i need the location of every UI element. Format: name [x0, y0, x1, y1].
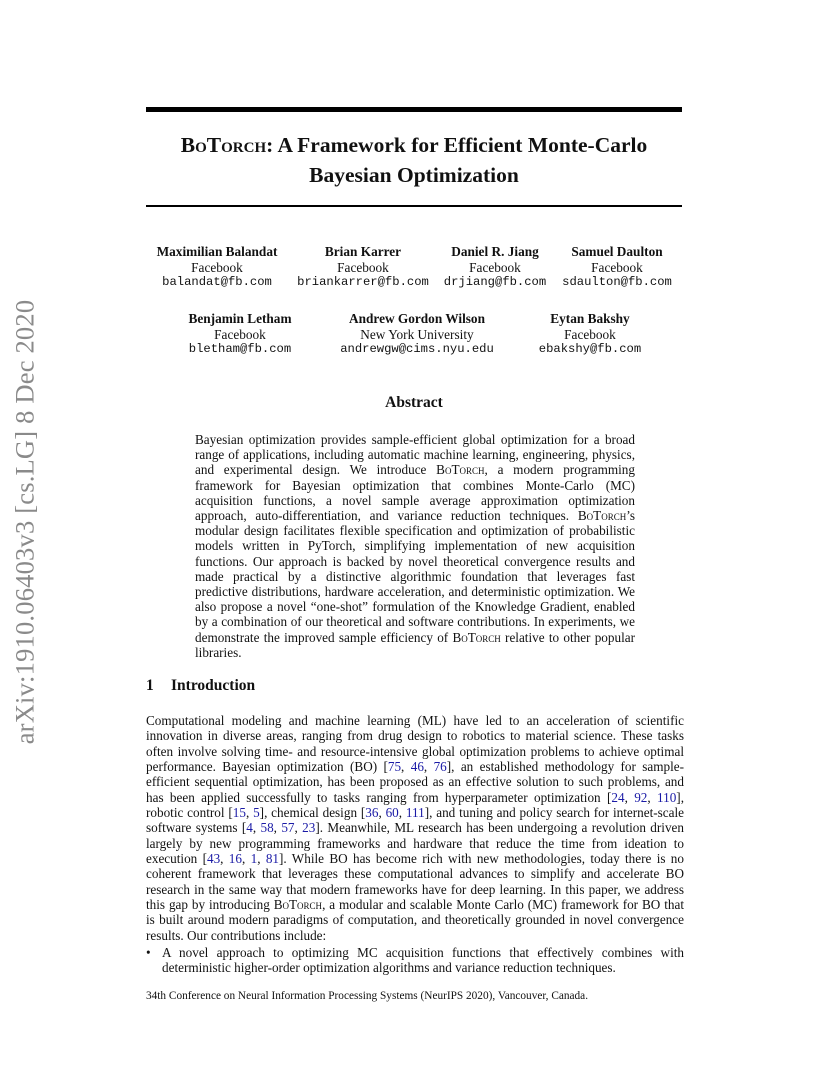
- author-block: Samuel Daulton Facebook sdaulton@fb.com: [562, 244, 672, 289]
- author-block: Daniel R. Jiang Facebook drjiang@fb.com: [443, 244, 547, 289]
- citation-link[interactable]: 57: [281, 820, 295, 836]
- title-line-2: Bayesian Optimization: [309, 163, 519, 187]
- author-block: Maximilian Balandat Facebook balandat@fb.com: [156, 244, 278, 289]
- citation-link[interactable]: 4: [246, 820, 253, 836]
- citation-link[interactable]: 24: [611, 789, 625, 805]
- section-heading: 1 Introduction: [146, 677, 256, 694]
- contribution-bullet: • A novel approach to optimizing MC acquisition functions that effectively combines with deterministic higher-order optimization algorithms and variance reduction techniques.: [146, 945, 684, 976]
- citation-link[interactable]: 16: [228, 851, 242, 867]
- citation-link[interactable]: 81: [265, 851, 280, 867]
- citation-link[interactable]: 46: [410, 759, 424, 775]
- citation-link[interactable]: 58: [260, 820, 274, 836]
- citation-link[interactable]: 76: [433, 759, 447, 775]
- author-block: Andrew Gordon Wilson New York University andrewgw@cims.nyu.edu: [340, 311, 494, 356]
- citation-link[interactable]: 23: [302, 820, 316, 836]
- citation-link[interactable]: 75: [387, 759, 402, 775]
- citation-link[interactable]: 92: [634, 789, 648, 805]
- citation-link[interactable]: 36: [365, 805, 379, 821]
- bullet-icon: •: [146, 945, 151, 960]
- top-rule: [146, 107, 682, 112]
- abstract-heading: Abstract: [385, 394, 443, 411]
- citation-link[interactable]: 43: [206, 851, 221, 867]
- arxiv-stamp: arXiv:1910.06403v3 [cs.LG] 8 Dec 2020: [9, 299, 40, 745]
- citation-link[interactable]: 15: [232, 805, 246, 821]
- author-block: Eytan Bakshy Facebook ebakshy@fb.com: [538, 311, 642, 356]
- abstract-body: Bayesian optimization provides sample-efficient global optimization for a broad range of applications, including automatic machine learning, engineering, physics, and experimental design. We introduce BoTorch, a modern programming framework for Bayesian optimization that combines Monte-Carlo (MC) acquisition functions, a novel sample average approximation optimization approach, auto-differentiation, and variance reduction techniques. BoTorch’s modular design facilitates flexible specification and optimization of probabilistic models written in PyTorch, simplifying implementation of new acquisition functions. Our approach is backed by novel theoretical convergence results and made practical by a distinctive algorithmic foundation that leverages fast predictive distributions, hardware acceleration, and deterministic optimization. We also propose a novel “one-shot” formulation of the Knowledge Gradient, enabled by a combination of our theoretical and software contributions. In experiments, we demonstrate the improved sample efficiency of BoTorch relative to other popular libraries.: [195, 432, 635, 660]
- author-block: Benjamin Letham Facebook bletham@fb.com: [188, 311, 292, 356]
- author-block: Brian Karrer Facebook briankarrer@fb.com: [297, 244, 429, 289]
- conference-footer: 34th Conference on Neural Information Processing Systems (NeurIPS 2020), Vancouver, Canada.: [146, 990, 589, 1002]
- citation-link[interactable]: 1: [250, 851, 258, 867]
- citation-link[interactable]: 5: [253, 805, 260, 821]
- citation-link[interactable]: 111: [405, 805, 425, 821]
- introduction-paragraph: Computational modeling and machine learning (ML) have led to an acceleration of scientific innovation in diverse areas, ranging from drug design to robotics to material science. These tasks often involve solving time- and resource-intensive global optimization problems to achieve optimal performance. Bayesian optimization (BO) [75, 46, 76], an established methodology for sample-efficient sequential optimization, has been proposed as an effective solution to such problems, and has been applied successfully to tasks ranging from hyperparameter optimization [24, 92, 110], robotic control [15, 5], chemical design [36, 60, 111], and tuning and policy search for internet-scale software systems [4, 58, 57, 23]. Meanwhile, ML research has been undergoing a revolution driven largely by new programming frameworks and hardware that reduce the time from ideation to execution [43, 16, 1, 81]. While BO has become rich with new methodologies, today there is no coherent framework that leverages these computational advances to simplify and accelerate BO research in the same way that modern frameworks have for deep learning. In this paper, we address this gap by introducing BoTorch, a modular and scalable Monte Carlo (MC) framework for BO that is built around modern paradigms of computation, and theoretically grounded in novel convergence results. Our contributions include:: [146, 713, 685, 943]
- citation-link[interactable]: 60: [385, 805, 399, 821]
- paper-title: BoTorch: A Framework for Efficient Monte-Carlo Bayesian Optimization: [180, 133, 648, 187]
- title-bottom-rule: [146, 205, 682, 207]
- citation-link[interactable]: 110: [657, 789, 677, 805]
